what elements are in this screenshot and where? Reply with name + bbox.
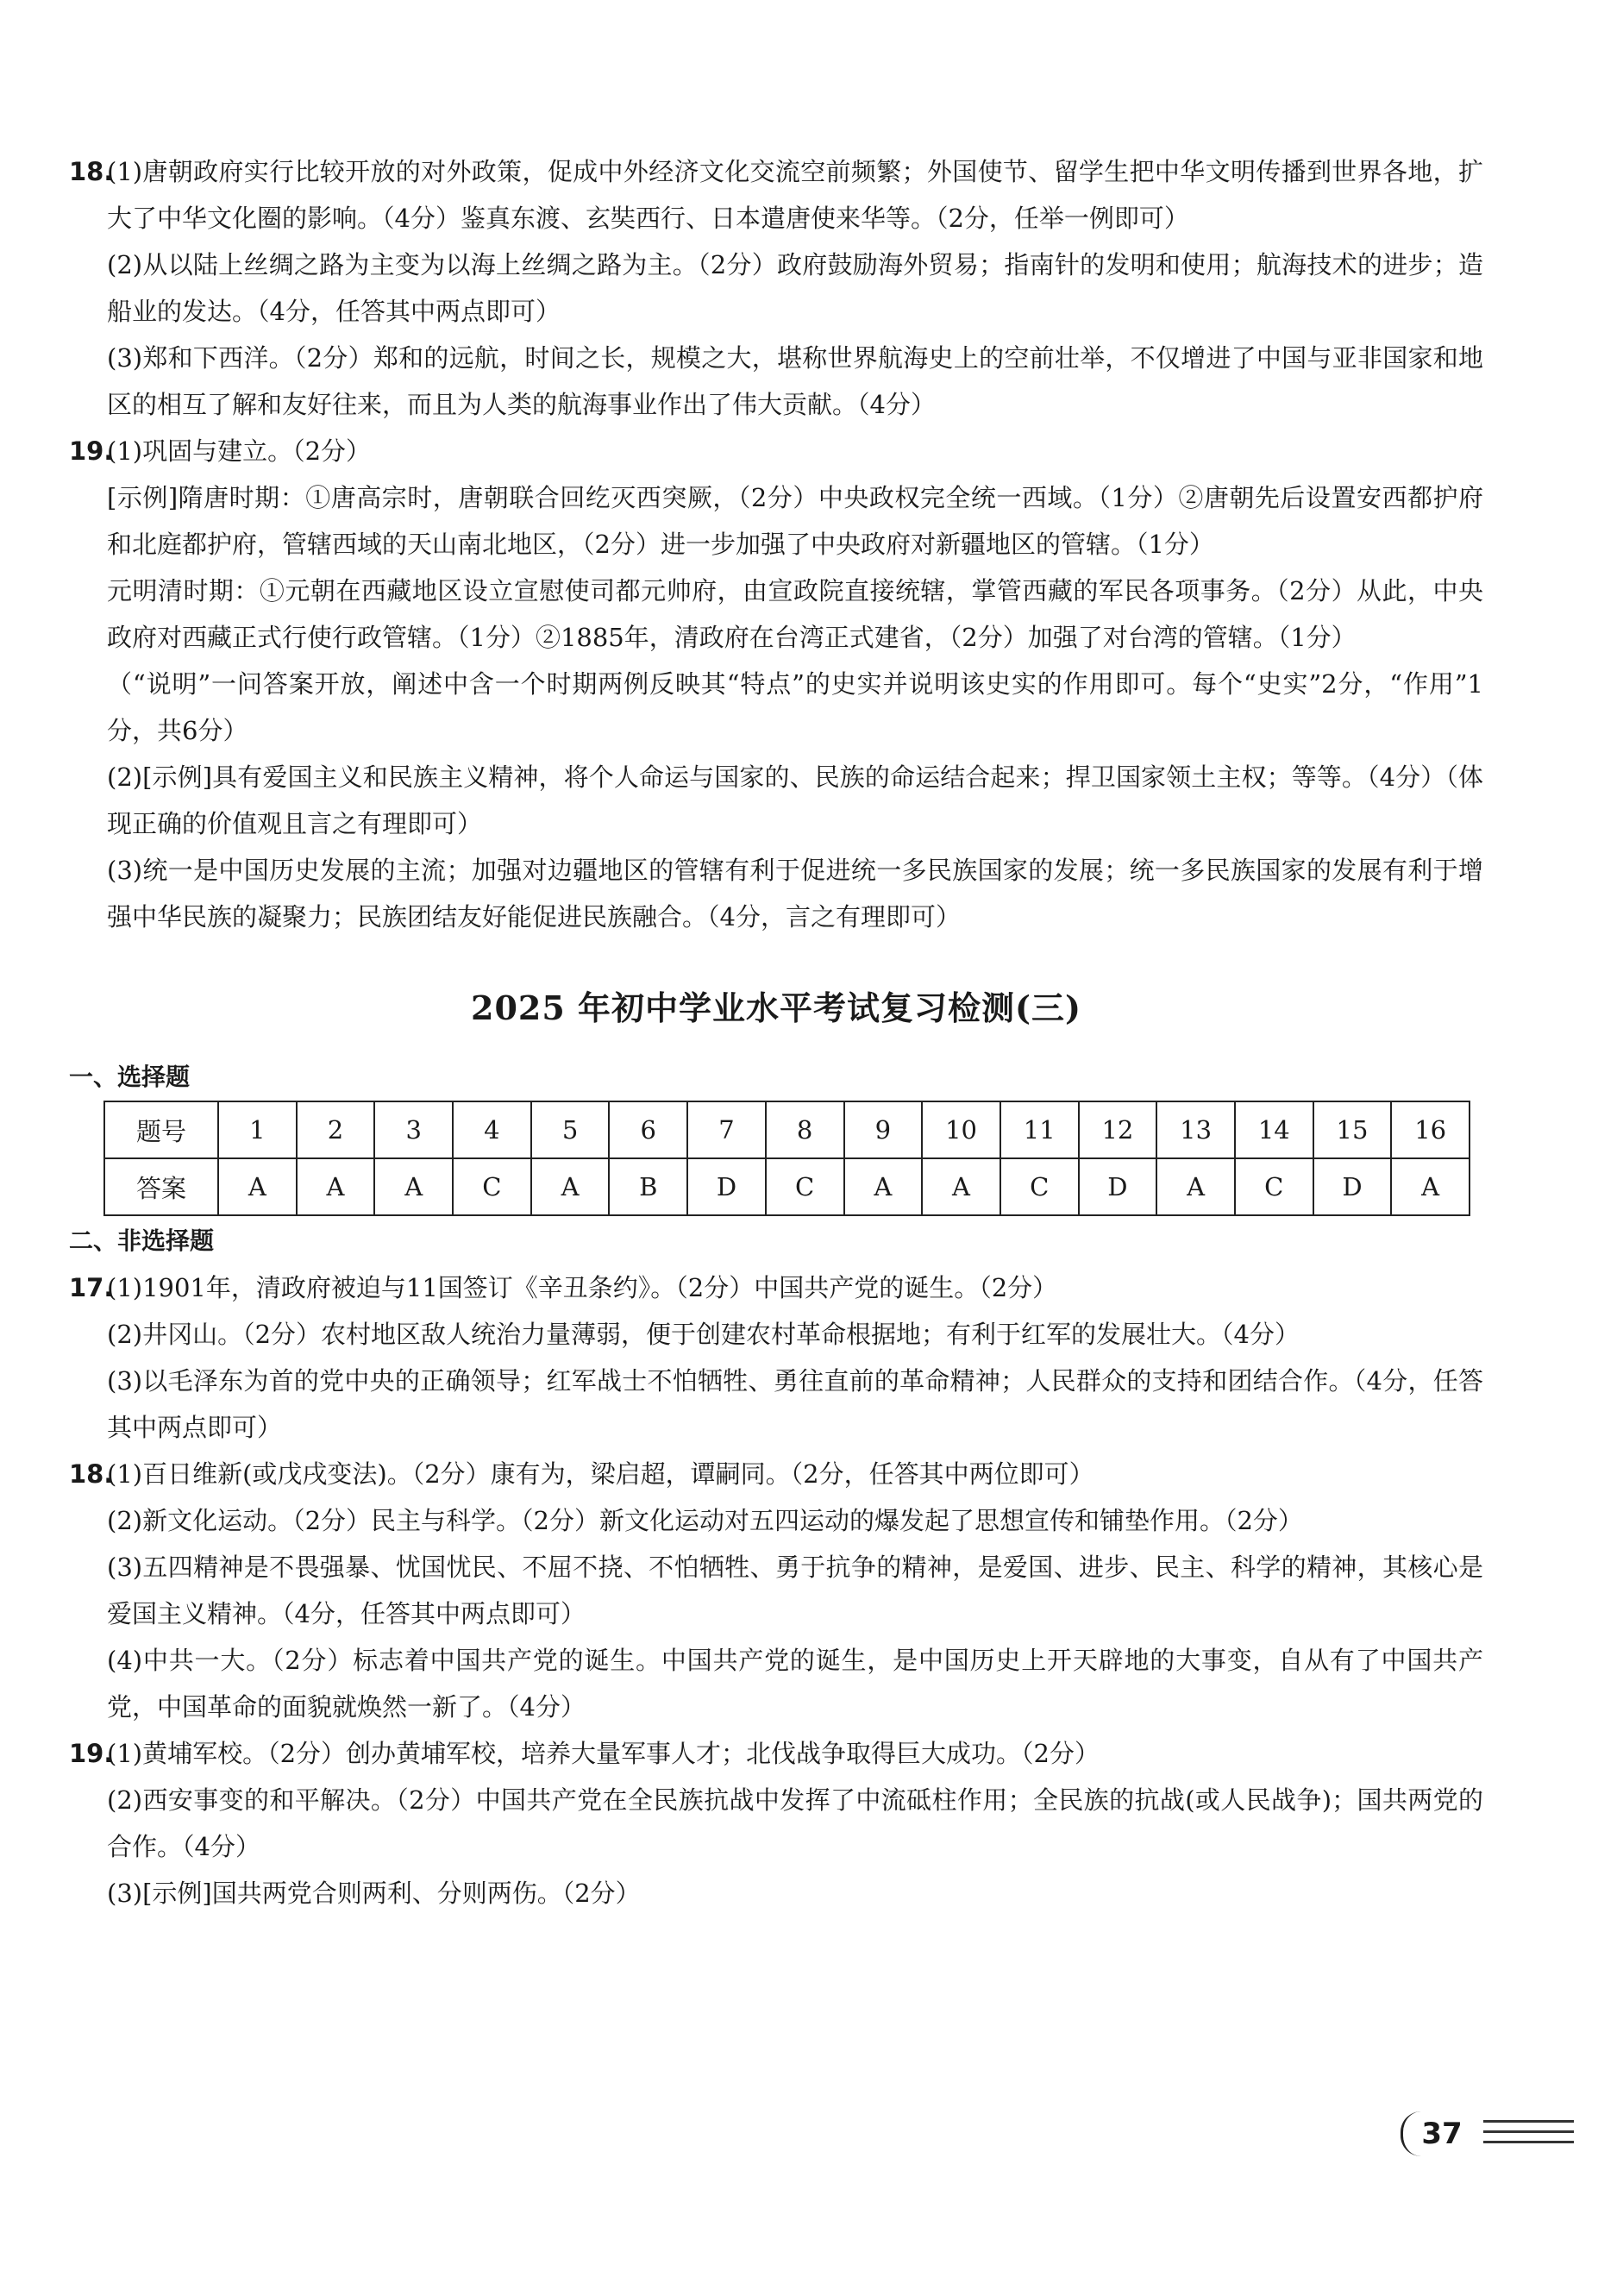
answer-paragraph: (3)郑和下西洋。（2分）郑和的远航，时间之长，规模之大，堪称世界航海史上的空前壮举，不仅增进了中国与亚非国家和地区的相互了解和友好往来，而且为人类的航海事业作出了伟大贡献。（4分） xyxy=(107,343,1483,419)
answer-cell: C xyxy=(453,1158,531,1215)
question-number-cell: 12 xyxy=(1079,1101,1157,1158)
answer-paragraph: (2)从以陆上丝绸之路为主变为以海上丝绸之路为主。（2分）政府鼓励海外贸易；指南针的发明和使用；航海技术的进步；造船业的发达。（4分，任答其中两点即可） xyxy=(107,250,1483,326)
section-heading-choice: 一、选择题 xyxy=(69,1063,191,1091)
answer-cell: A xyxy=(374,1158,453,1215)
answer-cell: A xyxy=(1391,1158,1470,1215)
answer-paragraph: (1)百日维新(或戊戌变法)。（2分）康有为，梁启超，谭嗣同。（2分，任答其中两位即可） xyxy=(107,1459,1094,1489)
question-19-part1 xyxy=(69,428,1483,940)
exam-title: 2025 年初中学业水平考试复习检测(三) xyxy=(471,988,1081,1027)
question-number-row xyxy=(104,1101,1470,1158)
question-number-cell: 4 xyxy=(453,1101,531,1158)
answer-cell: A xyxy=(844,1158,923,1215)
answer-paragraph: (1)黄埔军校。（2分）创办黄埔军校，培养大量军事人才；北伐战争取得巨大成功。（2分） xyxy=(107,1739,1100,1768)
answer-cell: D xyxy=(1313,1158,1392,1215)
answer-paragraph: (3)以毛泽东为首的党中央的正确领导；红军战士不怕牺牲、勇往直前的革命精神；人民群众的支持和团结合作。（4分，任答其中两点即可） xyxy=(107,1366,1483,1442)
answer-paragraph: [示例]隋唐时期：①唐高宗时，唐朝联合回纥灭西突厥，（2分）中央政权完全统一西域。（1分）②唐朝先后设置安西都护府和北庭都护府，管辖西域的天山南北地区，（2分）进一步加强了中央政府对新疆地区的管辖。（1分） xyxy=(107,483,1483,559)
answer-paragraph: 元明清时期：①元朝在西藏地区设立宣慰使司都元帅府，由宣政院直接统辖，掌管西藏的军民各项事务。（2分）从此，中央政府对西藏正式行使行政管辖。（1分）②1885年，清政府在台湾正式建省，（2分）加强了对台湾的管辖。（1分） xyxy=(107,576,1483,652)
question-17 xyxy=(69,1264,1483,1451)
answer-row xyxy=(104,1158,1470,1215)
answer-paragraph: (1)唐朝政府实行比较开放的对外政策，促成中外经济文化交流空前频繁；外国使节、留学生把中华文明传播到世界各地，扩大了中华文化圈的影响。（4分）鉴真东渡、玄奘西行、日本遣唐使来华等。（2分，任举一例即可） xyxy=(107,157,1483,233)
answer-cell: C xyxy=(1000,1158,1079,1215)
question-number-cell: 7 xyxy=(687,1101,766,1158)
answer-table xyxy=(103,1101,1470,1216)
question-number-cell: 11 xyxy=(1000,1101,1079,1158)
answer-paragraph: (2)[示例]具有爱国主义和民族主义精神，将个人命运与国家的、民族的命运结合起来；捍卫国家领土主权；等等。（4分）（体现正确的价值观且言之有理即可） xyxy=(107,762,1483,838)
page-footer xyxy=(1397,2105,1578,2165)
answer-cell: C xyxy=(766,1158,844,1215)
footer-rule xyxy=(1483,2141,1574,2143)
page-number: 37 xyxy=(1421,2117,1463,2151)
footer-rule xyxy=(1483,2130,1574,2133)
question-number-cell: 3 xyxy=(374,1101,453,1158)
answer-paragraph: (2)西安事变的和平解决。（2分）中国共产党在全民族抗战中发挥了中流砥柱作用；全民族的抗战(或人民战争)；国共两党的合作。（4分） xyxy=(107,1785,1483,1861)
question-number-cell: 15 xyxy=(1313,1101,1392,1158)
question-19-part2 xyxy=(69,1730,1483,1916)
question-number-cell: 8 xyxy=(766,1101,844,1158)
answer-paragraph: （“说明”一问答案开放，阐述中含一个时期两例反映其“特点”的史实并说明该史实的作用即可。每个“史实”2分，“作用”1分，共6分） xyxy=(107,669,1483,745)
answer-cell: A xyxy=(922,1158,1000,1215)
question-number-cell: 14 xyxy=(1235,1101,1313,1158)
answer-cell: A xyxy=(1156,1158,1235,1215)
question-number-cell: 10 xyxy=(922,1101,1000,1158)
answer-cell: C xyxy=(1235,1158,1313,1215)
answer-cell: D xyxy=(1079,1158,1157,1215)
page-content xyxy=(69,148,1483,1916)
answer-cell: A xyxy=(531,1158,610,1215)
footer-rule xyxy=(1483,2120,1574,2123)
answer-paragraph: (4)中共一大。（2分）标志着中国共产党的诞生。中国共产党的诞生，是中国历史上开天辟地的大事变，自从有了中国共产党，中国革命的面貌就焕然一新了。（4分） xyxy=(107,1646,1483,1722)
question-number-cell: 16 xyxy=(1391,1101,1470,1158)
row-label: 答案 xyxy=(104,1158,218,1215)
question-number: 19. xyxy=(69,1739,114,1768)
question-18-part2 xyxy=(69,1451,1483,1730)
question-number-cell: 6 xyxy=(609,1101,687,1158)
answer-cell: A xyxy=(218,1158,297,1215)
answer-paragraph: (2)新文化运动。（2分）民主与科学。（2分）新文化运动对五四运动的爆发起了思想宣传和铺垫作用。（2分） xyxy=(107,1506,1303,1535)
answer-paragraph: (3)[示例]国共两党合则两利、分则两伤。（2分） xyxy=(107,1879,641,1908)
question-number: 18. xyxy=(69,1459,114,1489)
question-number-cell: 2 xyxy=(297,1101,375,1158)
answer-paragraph: (1)1901年，清政府被迫与11国签订《辛丑条约》。（2分）中国共产党的诞生。（2分） xyxy=(107,1273,1058,1302)
question-number: 19. xyxy=(69,436,114,466)
answer-cell: A xyxy=(297,1158,375,1215)
answer-cell: B xyxy=(609,1158,687,1215)
answer-paragraph: (3)统一是中国历史发展的主流；加强对边疆地区的管辖有利于促进统一多民族国家的发展；统一多民族国家的发展有利于增强中华民族的凝聚力；民族团结友好能促进民族融合。（4分，言之有理即可） xyxy=(107,856,1483,932)
question-number: 17. xyxy=(69,1273,114,1302)
question-number-cell: 1 xyxy=(218,1101,297,1158)
question-number-cell: 9 xyxy=(844,1101,923,1158)
answer-paragraph: (2)井冈山。（2分）农村地区敌人统治力量薄弱，便于创建农村革命根据地；有利于红军的发展壮大。（4分） xyxy=(107,1320,1300,1349)
section-heading-nonchoice: 二、非选择题 xyxy=(69,1226,215,1255)
question-18-part1 xyxy=(69,148,1483,428)
answer-paragraph: (3)五四精神是不畏强暴、忧国忧民、不屈不挠、不怕牺牲、勇于抗争的精神，是爱国、进步、民主、科学的精神，其核心是爱国主义精神。（4分，任答其中两点即可） xyxy=(107,1553,1483,1628)
question-number: 18. xyxy=(69,157,114,186)
question-number-cell: 13 xyxy=(1156,1101,1235,1158)
question-number-cell: 5 xyxy=(531,1101,610,1158)
answer-cell: D xyxy=(687,1158,766,1215)
row-label: 题号 xyxy=(104,1101,218,1158)
answer-paragraph: (1)巩固与建立。（2分） xyxy=(107,436,372,466)
